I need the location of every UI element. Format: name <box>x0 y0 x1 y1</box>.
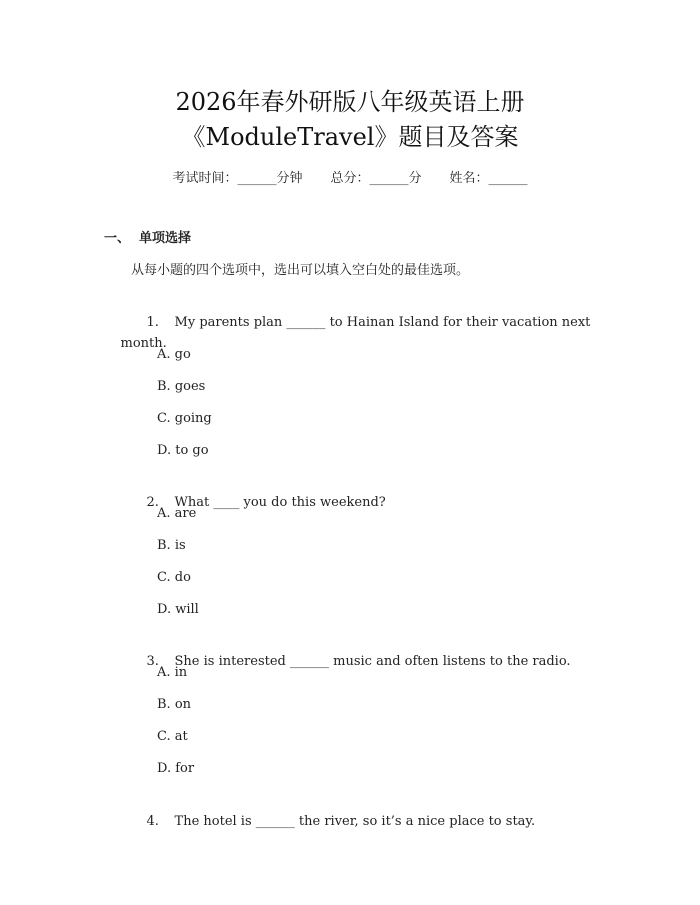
question-text: The hotel is ______ the river, so it’s a nice place to stay. <box>174 814 536 829</box>
question-3-option-b: B. on <box>157 697 192 712</box>
exam-meta <box>0 170 700 188</box>
question-2 <box>104 471 604 534</box>
student-name-label: 姓名：______ <box>449 171 528 186</box>
question-text: What ____ you do this weekend? <box>174 495 386 510</box>
question-3-option-a: A. in <box>157 665 188 680</box>
page-title-line-1: 2026年春外研版八年级英语上册 <box>175 88 525 116</box>
question-1-option-b: B. goes <box>157 379 206 394</box>
question-1-option-a: A. go <box>157 347 191 362</box>
section-heading: 一、 单项选择 <box>104 231 192 246</box>
question-2-option-a: A. are <box>157 506 197 521</box>
question-number: 1. <box>146 315 159 330</box>
question-2-option-d: D. will <box>157 602 199 617</box>
page-title-line-2: 《ModuleTravel》题目及答案 <box>181 123 519 151</box>
question-1-option-c: C. going <box>157 411 212 426</box>
question-1-option-d: D. to go <box>157 443 209 458</box>
exam-time-label: 考试时间：______分钟 <box>172 171 303 186</box>
question-text-continued: month. <box>120 336 167 351</box>
question-number: 4. <box>146 814 159 829</box>
question-3-option-d: D. for <box>157 761 195 776</box>
question-text: My parents plan ______ to Hainan Island for their vacation next <box>174 315 591 330</box>
question-2-option-b: B. is <box>157 538 186 553</box>
question-text: She is interested ______ music and often listens to the radio. <box>174 654 571 669</box>
question-number: 3. <box>146 654 159 669</box>
total-score-label: 总分：______分 <box>330 171 422 186</box>
question-4 <box>104 790 604 853</box>
question-2-option-c: C. do <box>157 570 191 585</box>
question-number: 2. <box>146 495 159 510</box>
question-1-continued <box>104 312 604 375</box>
question-3 <box>104 630 604 693</box>
section-instructions: 从每小题的四个选项中，选出可以填入空白处的最佳选项。 <box>131 263 470 278</box>
question-3-option-c: C. at <box>157 729 188 744</box>
